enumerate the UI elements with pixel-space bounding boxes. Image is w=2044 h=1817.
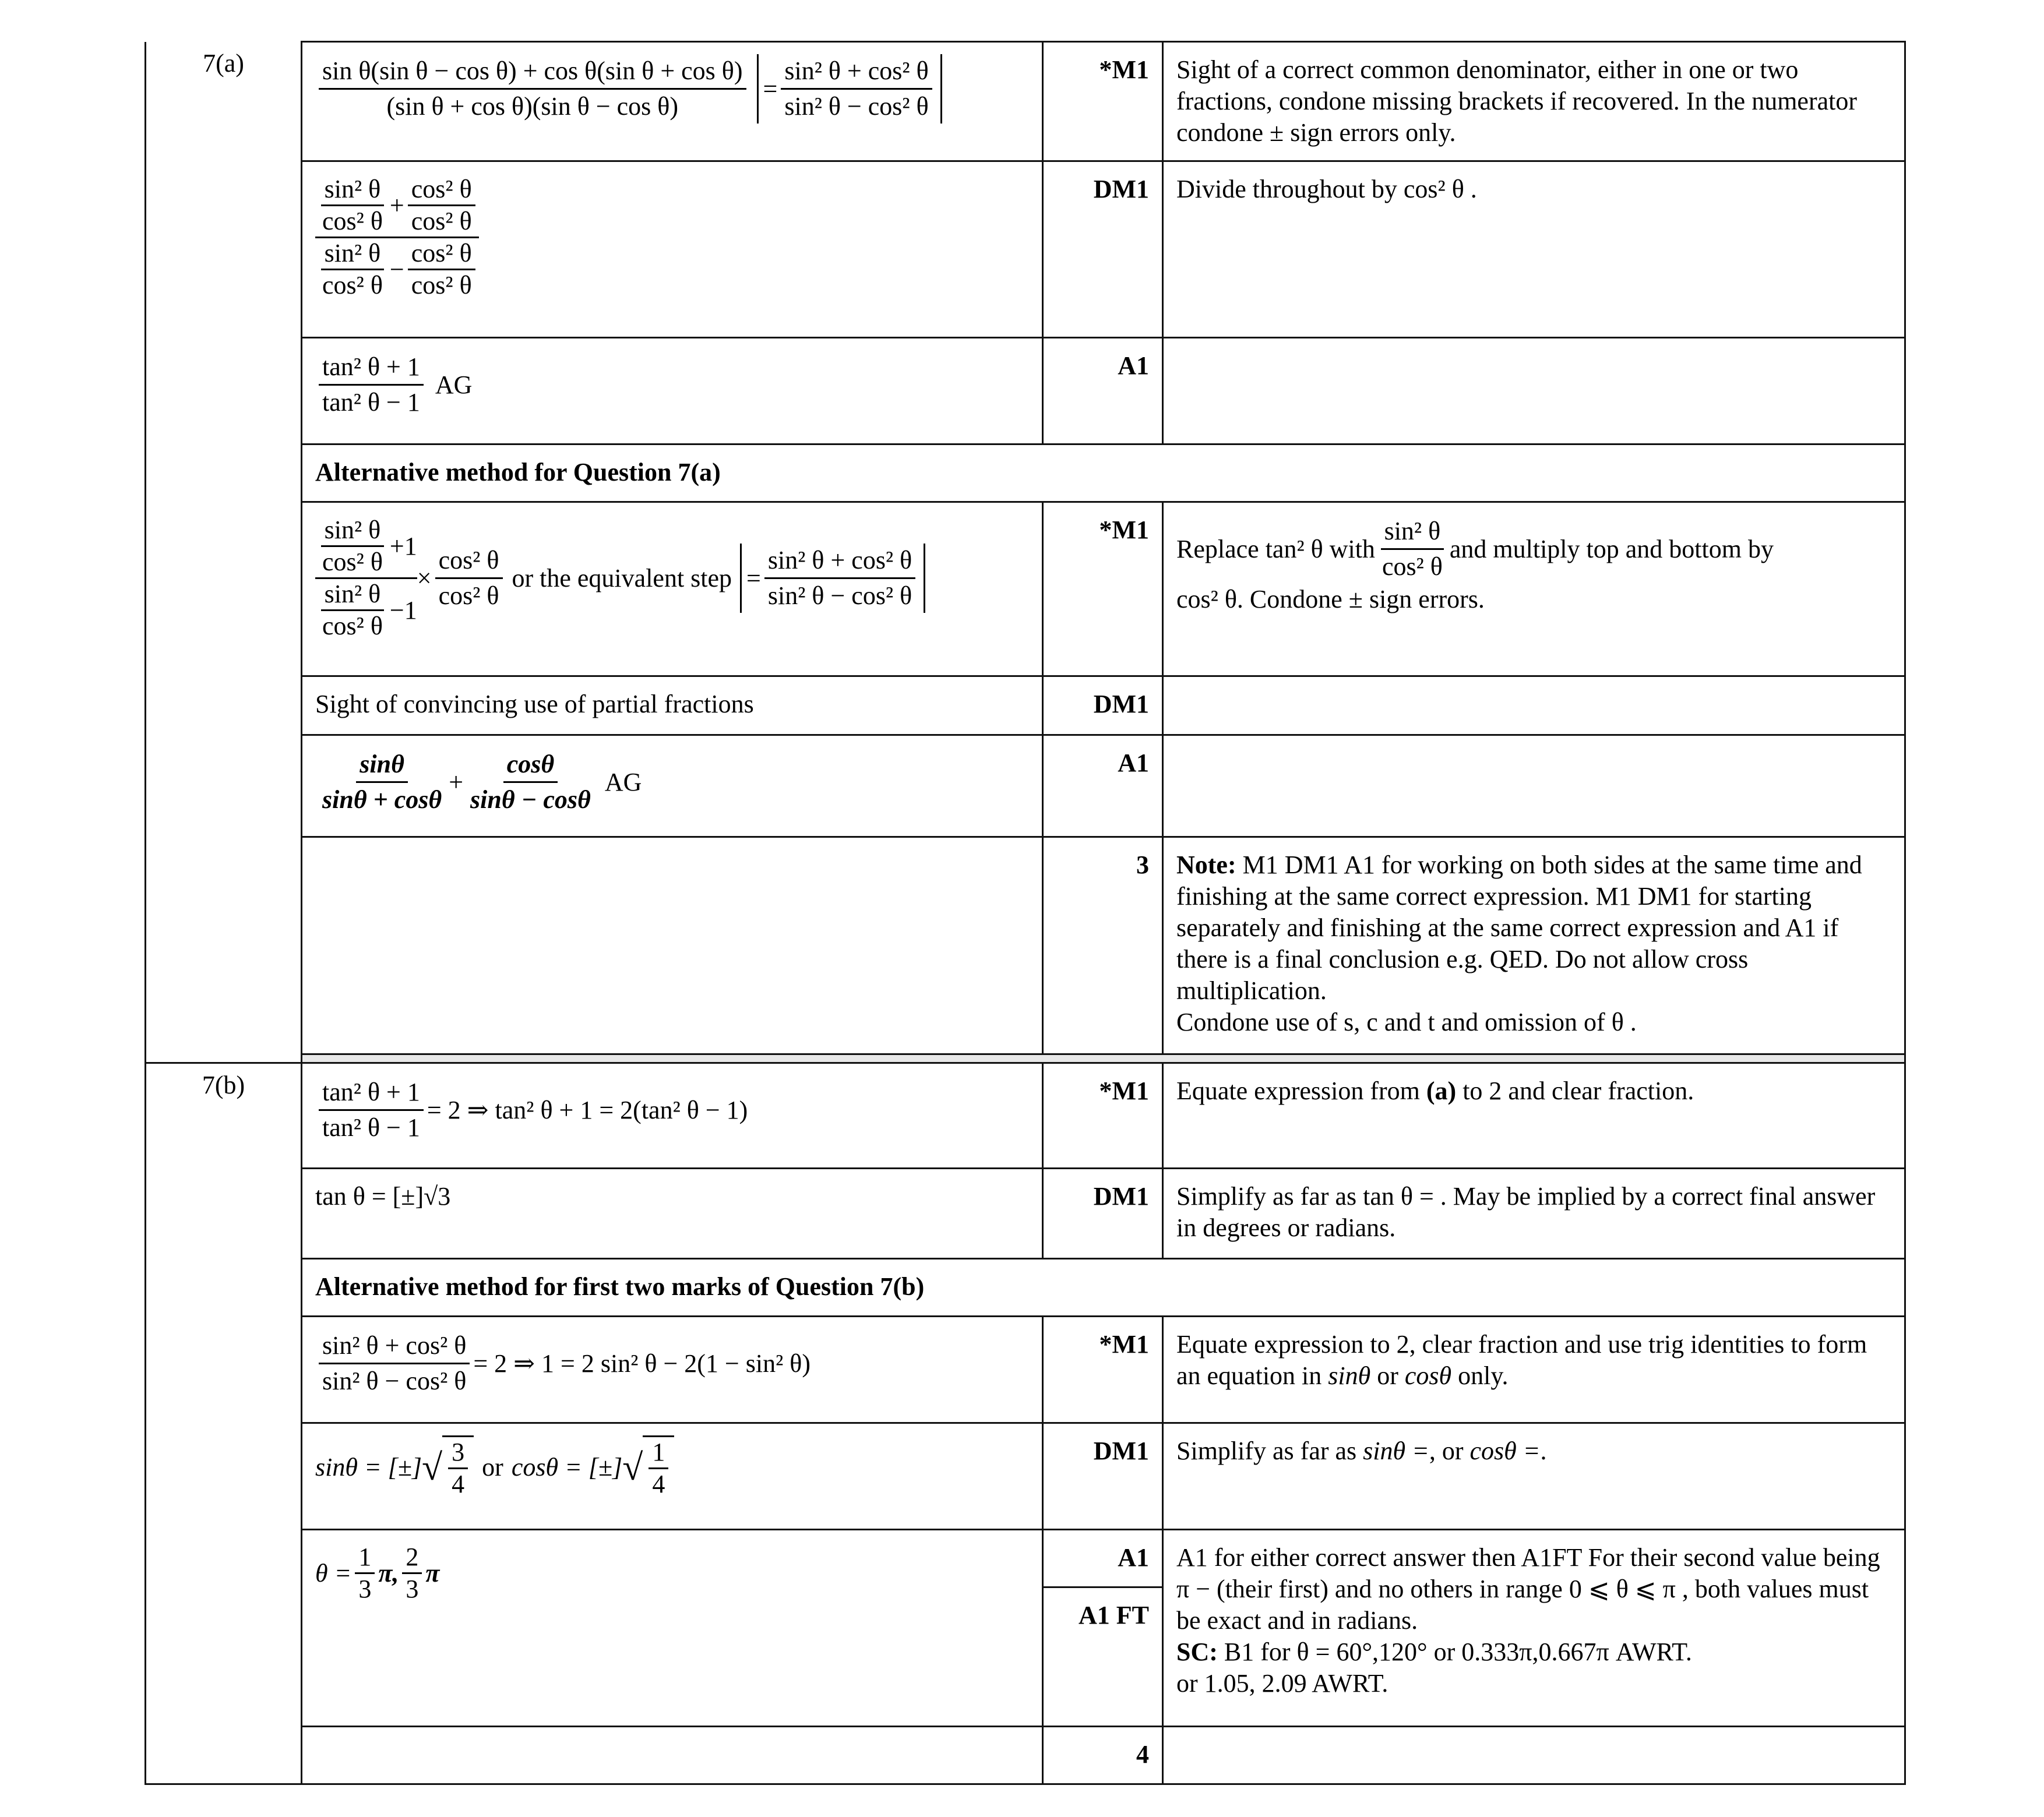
mark: DM1 [1043, 1423, 1163, 1530]
mark-scheme-table [145, 41, 1906, 1785]
table-row [146, 42, 1905, 161]
mark-scheme [145, 41, 1904, 1785]
total-mark: 4 [1043, 1727, 1163, 1784]
guidance [1163, 338, 1905, 444]
mark: *M1 [1043, 502, 1163, 676]
answer-cell: $\frac{\sin\theta}{\sin\theta + \cos\theta}$ + $\frac{\cos\theta}{\sin\theta - \cos\theta}$ AG [302, 735, 1043, 837]
answer-cell: $\frac{\text{sin² θ + cos² θ}}{\text{sin² θ − cos² θ}}$ = 2 ⇒ 1 = 2 sin² θ − 2(1 − sin² θ) [302, 1317, 1043, 1423]
fraction: $\frac{\text{sin θ(sin θ − cos θ) + cos θ(sin θ + cos θ)}}{\text{(sin θ + cos θ)(sin θ − cos θ)}}$ [319, 54, 746, 124]
mark: *M1 [1043, 1063, 1163, 1169]
guidance: A1 for either correct answer then A1FT For their second value being π − (their first) and no others in range 0 ⩽ θ ⩽ π , both values must be exact and in radians. SC: B1 for θ = 60°,120° or 0.333π,0.667π AWRT. or 1.05, 2.09 AWRT. [1163, 1530, 1905, 1727]
mark: *M1 [1043, 1317, 1163, 1423]
table-row [146, 338, 1905, 444]
mark: A1 [1043, 735, 1163, 837]
mark: *M1 [1043, 42, 1163, 161]
table-row [146, 161, 1905, 338]
question-number: 7(b) [146, 1063, 302, 1784]
guidance: Simplify as far as tan θ = . May be implied by a correct final answer in degrees or radians. [1163, 1169, 1905, 1259]
section-divider [146, 1054, 1905, 1063]
answer-cell: $\frac{\text{sin θ(sin θ − cos θ) + cos θ(sin θ + cos θ)}}{\text{(sin θ + cos θ)(sin θ − cos θ)}}$ = $\frac{\text{sin² θ + cos² θ}}{\text{sin² θ − cos² θ}}$ [302, 42, 1043, 161]
guidance [1163, 735, 1905, 837]
alternative-method-heading: Alternative method for first two marks of Question 7(b) [302, 1259, 1905, 1317]
answer-cell [302, 1727, 1043, 1784]
alternative-method-heading: Alternative method for Question 7(a) [302, 444, 1905, 502]
answer-cell: tan θ = [±]√3 [302, 1169, 1043, 1259]
guidance [1163, 676, 1905, 735]
table-row [146, 1259, 1905, 1317]
guidance: Equate expression from (a) to 2 and clear fraction. [1163, 1063, 1905, 1169]
mark: A1 [1043, 338, 1163, 444]
answer-cell: Sight of convincing use of partial fractions [302, 676, 1043, 735]
guidance: Simplify as far as sinθ =, or cosθ =. [1163, 1423, 1905, 1530]
answer-cell: $\frac{\text{tan² θ + 1}}{\text{tan² θ − 1}}$ = 2 ⇒ tan² θ + 1 = 2(tan² θ − 1) [302, 1063, 1043, 1169]
question-number: 7(a) [146, 42, 302, 1063]
table-row [146, 1063, 1905, 1169]
answer-cell: θ = $\frac{1}{3}$ π, $\frac{2}{3}$ π [302, 1530, 1043, 1727]
guidance: Divide throughout by cos² θ . [1163, 161, 1905, 338]
mark: DM1 [1043, 1169, 1163, 1259]
mark: A1 [1043, 1530, 1163, 1587]
answer-cell [302, 837, 1043, 1054]
table-row [146, 1169, 1905, 1259]
fraction: $\frac{\text{sin² θ + cos² θ}}{\text{sin² θ − cos² θ}}$ [781, 54, 932, 124]
mark: DM1 [1043, 676, 1163, 735]
table-row [146, 1423, 1905, 1530]
guidance: Note: M1 DM1 A1 for working on both sides at the same time and finishing at the same correct expression. M1 DM1 for starting separately and finishing at the same correct expression and A1 if there is a final conclusion e.g. QED. Do not allow cross multiplication. Condone use of s, c and t and omission of θ . [1163, 837, 1905, 1054]
table-row [146, 676, 1905, 735]
answer-cell: sinθ = [±] √ $\frac{3}{4}$ or cosθ = [±] √ $\frac{1}{4}$ [302, 1423, 1043, 1530]
table-row [146, 444, 1905, 502]
guidance [1163, 1727, 1905, 1784]
guidance: Replace tan² θ with $\frac{\text{sin² θ}}{\text{cos² θ}}$ and multiply top and bottom by cos² θ. Condone ± sign errors. [1163, 502, 1905, 676]
table-row [146, 735, 1905, 837]
answer-cell: $\frac{\text{tan² θ + 1}}{\text{tan² θ − 1}}$ AG [302, 338, 1043, 444]
total-mark: 3 [1043, 837, 1163, 1054]
guidance: Sight of a correct common denominator, either in one or two fractions, condone missing brackets if recovered. In the numerator condone ± sign errors only. [1163, 42, 1905, 161]
answer-cell: $\frac{\text{sin² θ}}{\text{cos² θ}}$ + $\frac{\text{cos² θ}}{\text{cos² θ}}$ $\frac{\text{sin² θ}}{\text{cos² θ}}$ − $\frac{\text{cos² θ}}{\text{cos² θ}}$ [302, 161, 1043, 338]
mark: A1 FT [1043, 1587, 1163, 1727]
mark: DM1 [1043, 161, 1163, 338]
guidance: Equate expression to 2, clear fraction and use trig identities to form an equation in sinθ or cosθ only. [1163, 1317, 1905, 1423]
table-row [146, 1530, 1905, 1587]
table-row [146, 1727, 1905, 1784]
table-row [146, 1317, 1905, 1423]
answer-cell: $\frac{\text{sin² θ}}{\text{cos² θ}}$ +1 $\frac{\text{sin² θ}}{\text{cos² θ}}$ −1 × $\frac{\text{cos² θ}}{\text{cos² θ}}$ or the equivalent step = $\frac{\text{sin² θ + cos² θ}}{\text{sin² θ − cos² θ}}$ [302, 502, 1043, 676]
table-row [146, 502, 1905, 676]
table-row [146, 837, 1905, 1054]
